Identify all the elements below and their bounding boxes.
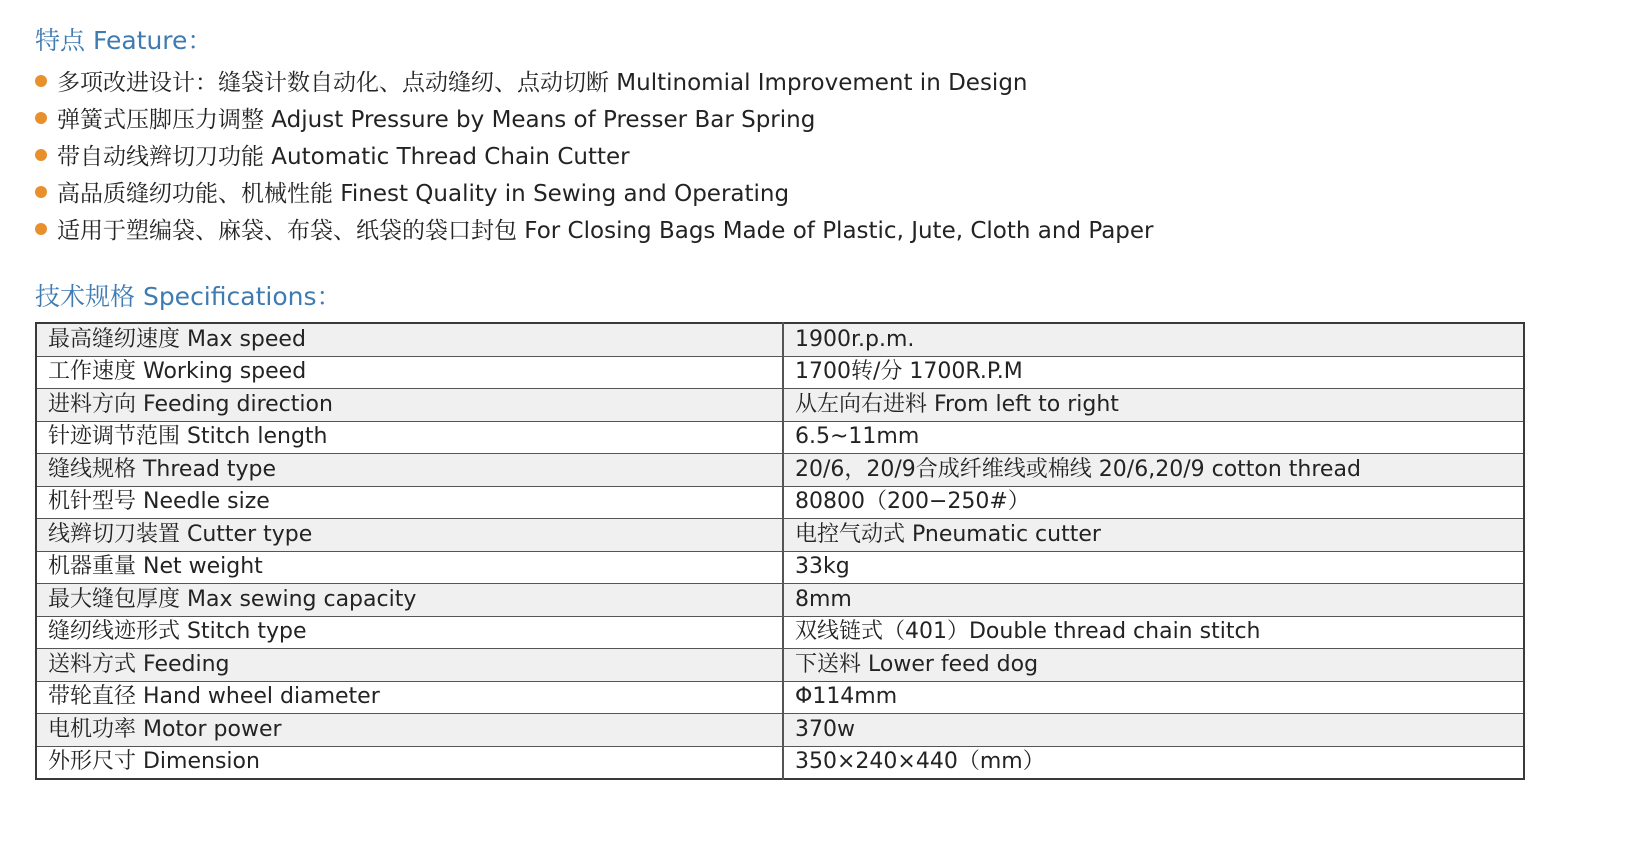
spec-value: 20/6，20/9合成纤维线或棉线 20/6,20/9 cotton thread xyxy=(783,454,1524,487)
spec-label: 工作速度 Working speed xyxy=(36,356,783,389)
feature-item xyxy=(35,210,1154,247)
spec-label: 机针型号 Needle size xyxy=(36,486,783,519)
feature-item xyxy=(35,173,1154,210)
feature-text: 适用于塑编袋、麻袋、布袋、纸袋的袋口封包 For Closing Bags Made of Plastic, Jute, Cloth and Paper xyxy=(57,218,1154,244)
table-row xyxy=(36,356,1524,389)
feature-text: 弹簧式压脚压力调整 Adjust Pressure by Means of Presser Bar Spring xyxy=(57,107,816,133)
spec-label: 带轮直径 Hand wheel diameter xyxy=(36,681,783,714)
spec-label: 送料方式 Feeding xyxy=(36,649,783,682)
table-row xyxy=(36,486,1524,519)
spec-label: 机器重量 Net weight xyxy=(36,551,783,584)
spec-value: 电控气动式 Pneumatic cutter xyxy=(783,519,1524,552)
table-row xyxy=(36,519,1524,552)
feature-item xyxy=(35,99,1154,136)
spec-label: 电机功率 Motor power xyxy=(36,714,783,747)
bullet-dot-icon xyxy=(35,75,47,87)
spec-value: 1700转/分 1700R.P.M xyxy=(783,356,1524,389)
spec-value: 350×240×440（mm） xyxy=(783,746,1524,779)
table-row xyxy=(36,389,1524,422)
spec-label: 针迹调节范围 Stitch length xyxy=(36,421,783,454)
specifications-heading: 技术规格 Specifications： xyxy=(35,282,342,311)
table-row xyxy=(36,616,1524,649)
spec-value: 从左向右进料 From left to right xyxy=(783,389,1524,422)
spec-value: 33kg xyxy=(783,551,1524,584)
bullet-dot-icon xyxy=(35,112,47,124)
table-row xyxy=(36,551,1524,584)
table-row xyxy=(36,584,1524,617)
feature-item xyxy=(35,136,1154,173)
spec-value: Φ114mm xyxy=(783,681,1524,714)
spec-label: 最高缝纫速度 Max speed xyxy=(36,323,783,356)
feature-list xyxy=(35,62,1154,247)
feature-text: 高品质缝纫功能、机械性能 Finest Quality in Sewing and Operating xyxy=(57,181,790,207)
table-row xyxy=(36,681,1524,714)
table-row xyxy=(36,323,1524,356)
table-row xyxy=(36,421,1524,454)
spec-label: 进料方向 Feeding direction xyxy=(36,389,783,422)
spec-label: 缝纫线迹形式 Stitch type xyxy=(36,616,783,649)
spec-value: 8mm xyxy=(783,584,1524,617)
bullet-dot-icon xyxy=(35,149,47,161)
spec-value: 下送料 Lower feed dog xyxy=(783,649,1524,682)
spec-value: 370w xyxy=(783,714,1524,747)
table-row xyxy=(36,454,1524,487)
specifications-table xyxy=(35,322,1525,780)
spec-label: 最大缝包厚度 Max sewing capacity xyxy=(36,584,783,617)
spec-label: 缝线规格 Thread type xyxy=(36,454,783,487)
feature-text: 带自动线辫切刀功能 Automatic Thread Chain Cutter xyxy=(57,144,630,170)
table-row xyxy=(36,649,1524,682)
spec-value: 1900r.p.m. xyxy=(783,323,1524,356)
table-row xyxy=(36,746,1524,779)
feature-item xyxy=(35,62,1154,99)
bullet-dot-icon xyxy=(35,223,47,235)
spec-value: 80800（200−250#） xyxy=(783,486,1524,519)
features-heading: 特点 Feature： xyxy=(35,26,213,55)
spec-value: 6.5~11mm xyxy=(783,421,1524,454)
spec-value: 双线链式（401）Double thread chain stitch xyxy=(783,616,1524,649)
spec-label: 线辫切刀装置 Cutter type xyxy=(36,519,783,552)
feature-text: 多项改进设计：缝袋计数自动化、点动缝纫、点动切断 Multinomial Improvement in Design xyxy=(57,70,1028,96)
bullet-dot-icon xyxy=(35,186,47,198)
spec-label: 外形尺寸 Dimension xyxy=(36,746,783,779)
table-row xyxy=(36,714,1524,747)
